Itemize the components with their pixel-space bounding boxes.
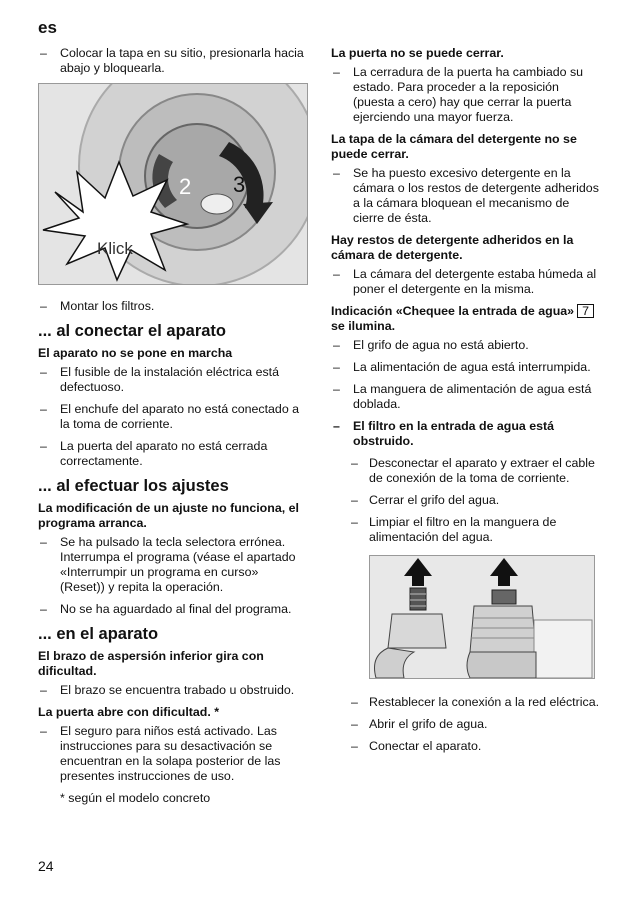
- language-code: es: [38, 18, 57, 37]
- problem-heading: La tapa de la cámara del detergente no se puede cerrar.: [331, 132, 577, 161]
- indicator-text-suffix: se ilumina.: [331, 319, 396, 333]
- list-item: – Se ha pulsado la tecla selectora errónea. Interrumpa el programa (véase el apartado «Interrumpir un programa en curso» (Reset)) y repita la operación.: [38, 535, 306, 595]
- problem-heading: La puerta abre con dificultad. *: [38, 705, 220, 719]
- detergent-lid-illustration: [39, 84, 307, 284]
- figure-label-2: 2: [179, 174, 192, 199]
- problem-heading: La puerta no se puede cerrar.: [331, 46, 504, 60]
- water-filter-illustration: [370, 556, 594, 678]
- sub-list-item: – Restablecer la conexión a la red eléctrica.: [331, 695, 601, 710]
- list-item: – El seguro para niños está activado. Las instrucciones para su desactivación se encuentran en la solapa posterior de las presentes instrucciones de uso.: [38, 724, 306, 784]
- section-heading-connect: ... al conectar el aparato: [38, 322, 226, 340]
- list-item: – No se ha aguardado al final del programa.: [38, 602, 306, 617]
- problem-heading: Hay restos de detergente adheridos en la cámara de detergente.: [331, 233, 574, 262]
- sub-list-item: – Conectar el aparato.: [331, 739, 601, 754]
- problem-heading: El brazo de aspersión inferior gira con dificultad.: [38, 649, 264, 678]
- sub-list-item: – Desconectar el aparato y extraer el cable de conexión de la toma de corriente.: [331, 456, 601, 486]
- list-item: – El filtro en la entrada de agua está obstruido.: [331, 419, 601, 449]
- list-item: – La alimentación de agua está interrumpida.: [331, 360, 601, 375]
- sub-list-item: – Abrir el grifo de agua.: [331, 717, 601, 732]
- list-item: – La cerradura de la puerta ha cambiado su estado. Para proceder a la reposición (puesta a cero) hay que cerrar la puerta ejerciendo una mayor fuerza.: [331, 65, 601, 125]
- problem-heading: La modificación de un ajuste no funciona, el programa arranca.: [38, 501, 299, 530]
- section-heading-appliance: ... en el aparato: [38, 625, 159, 643]
- list-item: – El fusible de la instalación eléctrica está defectuoso.: [38, 365, 306, 395]
- indicator-text: Indicación «Chequee la entrada de agua»: [331, 304, 575, 318]
- page-number: 24: [38, 858, 54, 874]
- list-item: – Se ha puesto excesivo detergente en la cámara o los restos de detergente adheridos a la cámara bloquean el mecanismo de cierre de ésta.: [331, 166, 601, 226]
- list-item: – Montar los filtros.: [38, 299, 306, 314]
- indicator-key-box: 7: [577, 304, 594, 318]
- list-item: – Colocar la tapa en su sitio, presionarla hacia abajo y bloquearla.: [38, 46, 306, 76]
- list-item: – La manguera de alimentación de agua está doblada.: [331, 382, 601, 412]
- sub-list-item: – Cerrar el grifo del agua.: [331, 493, 601, 508]
- problem-heading: El aparato no se pone en marcha: [38, 346, 233, 360]
- list-item: – La cámara del detergente estaba húmeda al poner el detergente en la misma.: [331, 267, 601, 297]
- list-item: – La puerta del aparato no está cerrada correctamente.: [38, 439, 306, 469]
- problem-heading-water-inlet: [331, 304, 601, 334]
- list-item: – El enchufe del aparato no está conectado a la toma de corriente.: [38, 402, 306, 432]
- list-item: – El grifo de agua no está abierto.: [331, 338, 601, 353]
- detergent-lid-figure: [38, 83, 308, 285]
- right-column: [331, 46, 601, 761]
- section-heading-settings: ... al efectuar los ajustes: [38, 477, 229, 495]
- left-column: [38, 46, 306, 810]
- list-item: – El brazo se encuentra trabado u obstruido.: [38, 683, 306, 698]
- water-filter-figure: [369, 555, 595, 679]
- sub-list-item: – Limpiar el filtro en la manguera de alimentación del agua.: [331, 515, 601, 545]
- footnote: * según el modelo concreto: [60, 791, 211, 805]
- klick-label: Klick: [97, 239, 133, 258]
- figure-label-3: 3: [233, 172, 246, 197]
